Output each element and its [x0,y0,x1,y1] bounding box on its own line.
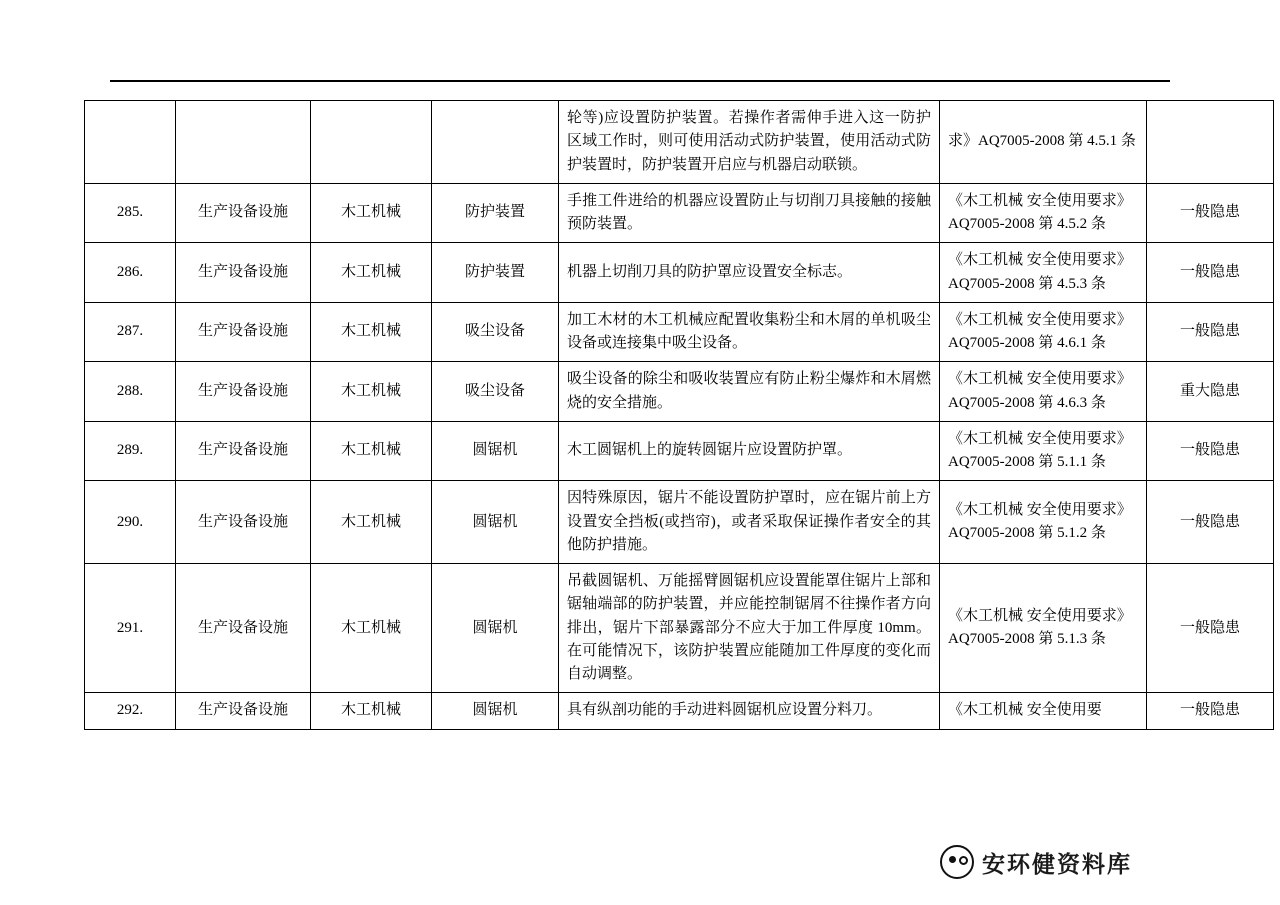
row-level: 重大隐患 [1147,362,1274,422]
row-subcategory: 木工机械 [311,362,432,422]
wechat-logo-icon [940,845,974,879]
row-item: 圆锯机 [432,421,559,481]
row-category: 生产设备设施 [176,243,311,303]
row-subcategory: 木工机械 [311,421,432,481]
row-description: 木工圆锯机上的旋转圆锯片应设置防护罩。 [559,421,940,481]
row-description: 机器上切削刀具的防护罩应设置安全标志。 [559,243,940,303]
row-number [85,101,176,184]
row-number: 288. [85,362,176,422]
row-level: 一般隐患 [1147,243,1274,303]
row-reference: 《木工机械 安全使用要求》AQ7005-2008 第 4.6.1 条 [940,302,1147,362]
table-row [85,243,1274,303]
row-category: 生产设备设施 [176,421,311,481]
row-subcategory: 木工机械 [311,693,432,729]
row-reference: 《木工机械 安全使用要求》AQ7005-2008 第 5.1.3 条 [940,564,1147,693]
row-level: 一般隐患 [1147,481,1274,564]
row-description: 因特殊原因，锯片不能设置防护罩时，应在锯片前上方设置安全挡板(或挡帘)，或者采取保证操作者安全的其他防护措施。 [559,481,940,564]
row-number: 285. [85,183,176,243]
row-number: 291. [85,564,176,693]
row-subcategory: 木工机械 [311,564,432,693]
row-reference: 《木工机械 安全使用要 [940,693,1147,729]
row-level: 一般隐患 [1147,564,1274,693]
table-row [85,481,1274,564]
row-reference: 《木工机械 安全使用要求》AQ7005-2008 第 4.5.3 条 [940,243,1147,303]
row-reference: 求》AQ7005-2008 第 4.5.1 条 [940,101,1147,184]
watermark-label: 安环健资料库 [982,850,1132,877]
row-item: 吸尘设备 [432,362,559,422]
row-item: 圆锯机 [432,564,559,693]
row-category: 生产设备设施 [176,362,311,422]
row-reference: 《木工机械 安全使用要求》AQ7005-2008 第 4.5.2 条 [940,183,1147,243]
table-row [85,302,1274,362]
row-reference: 《木工机械 安全使用要求》AQ7005-2008 第 5.1.1 条 [940,421,1147,481]
row-level: 一般隐患 [1147,302,1274,362]
row-category [176,101,311,184]
table-row [85,564,1274,693]
row-level: 一般隐患 [1147,421,1274,481]
row-category: 生产设备设施 [176,693,311,729]
row-description: 具有纵剖功能的手动进料圆锯机应设置分料刀。 [559,693,940,729]
row-level [1147,101,1274,184]
row-subcategory: 木工机械 [311,481,432,564]
row-item: 圆锯机 [432,481,559,564]
hazard-checklist-table [84,100,1274,730]
row-description: 加工木材的木工机械应配置收集粉尘和木屑的单机吸尘设备或连接集中吸尘设备。 [559,302,940,362]
table-row [85,362,1274,422]
row-item [432,101,559,184]
watermark [940,845,1132,879]
row-category: 生产设备设施 [176,564,311,693]
row-item: 防护装置 [432,243,559,303]
row-category: 生产设备设施 [176,481,311,564]
row-number: 287. [85,302,176,362]
row-reference: 《木工机械 安全使用要求》AQ7005-2008 第 5.1.2 条 [940,481,1147,564]
row-description: 吸尘设备的除尘和吸收装置应有防止粉尘爆炸和木屑燃烧的安全措施。 [559,362,940,422]
row-item: 防护装置 [432,183,559,243]
row-number: 292. [85,693,176,729]
row-description: 手推工件进给的机器应设置防止与切削刀具接触的接触预防装置。 [559,183,940,243]
row-category: 生产设备设施 [176,302,311,362]
row-level: 一般隐患 [1147,183,1274,243]
row-description: 吊截圆锯机、万能摇臂圆锯机应设置能罩住锯片上部和锯轴端部的防护装置，并应能控制锯屑不往操作者方向排出，锯片下部暴露部分不应大于加工件厚度 10mm。在可能情况下，该防护装置应能随加工件厚度的变化而自动调整。 [559,564,940,693]
row-reference: 《木工机械 安全使用要求》AQ7005-2008 第 4.6.3 条 [940,362,1147,422]
row-category: 生产设备设施 [176,183,311,243]
table-row [85,693,1274,729]
row-number: 290. [85,481,176,564]
table-row [85,101,1274,184]
row-subcategory: 木工机械 [311,302,432,362]
table-row [85,183,1274,243]
row-number: 289. [85,421,176,481]
row-description: 轮等)应设置防护装置。若操作者需伸手进入这一防护区域工作时，则可使用活动式防护装置，使用活动式防护装置时，防护装置开启应与机器启动联锁。 [559,101,940,184]
row-item: 吸尘设备 [432,302,559,362]
row-number: 286. [85,243,176,303]
table-row [85,421,1274,481]
row-item: 圆锯机 [432,693,559,729]
row-subcategory [311,101,432,184]
row-level: 一般隐患 [1147,693,1274,729]
header-rule [110,80,1170,82]
row-subcategory: 木工机械 [311,183,432,243]
row-subcategory: 木工机械 [311,243,432,303]
